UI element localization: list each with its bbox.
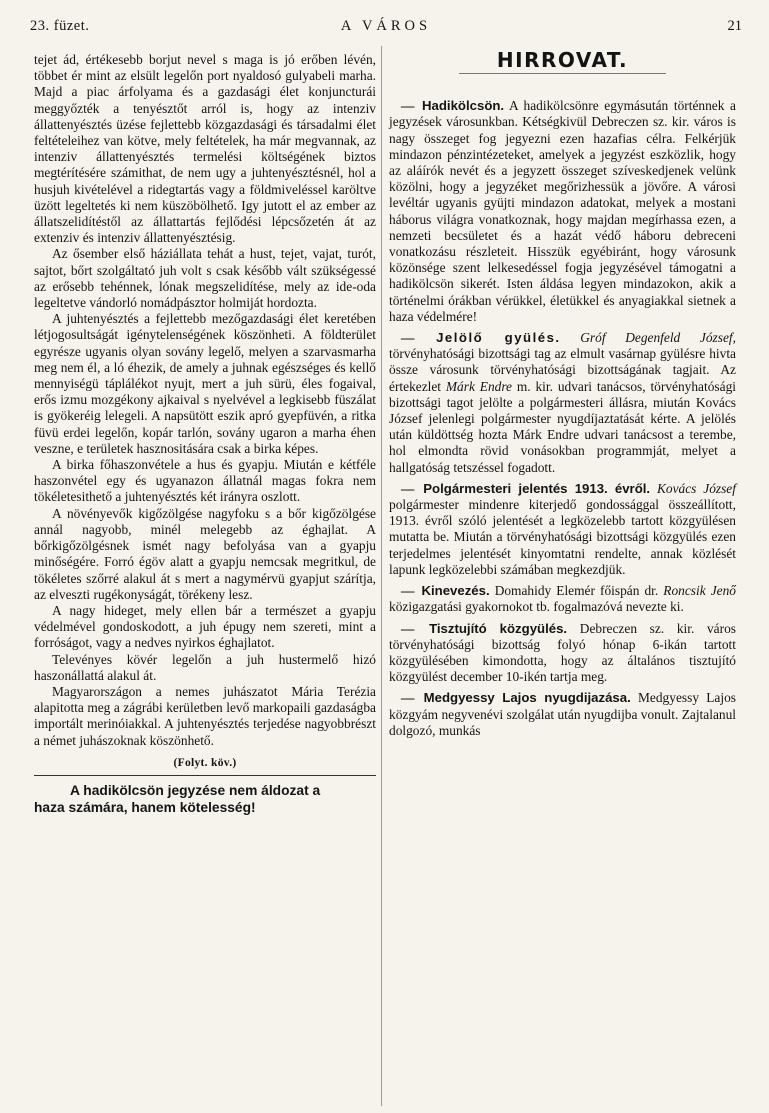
column-divider: [381, 46, 382, 1106]
news-item-name: Roncsik Jenő: [663, 583, 736, 599]
news-item: [389, 481, 736, 578]
news-item: [389, 330, 736, 476]
news-item-heading: Kinevezés.: [421, 583, 490, 599]
issue-label: 23. füzet.: [30, 18, 90, 34]
dash-mark: —: [401, 480, 415, 496]
page-header: [30, 18, 742, 40]
dash-mark: —: [401, 690, 415, 706]
slogan-line-1: A hadikölcsön jegyzése nem áldozat a: [70, 782, 321, 798]
article-paragraph: tejet ád, értékesebb borjut nevel s maga is jó erőben lévén, többet ér mint az elsült legelőn port nyaldosó gulyabeli marha. Majd a piac árfolyama és a gazdasági élet konjuncturái meggyőzték a tenyésztőt arról is, hogy az intenziv állattenyésztés üzése fejlettebb közgazdasági és társadalmi élet feltételeihez van kötve, mely feltételek, ha már megvannak, az intenziv állattenyésztés termelési költségének biztos megtérítésére számithat, de nem ugy a juhtenyésztésnél, hol a husjuh kivételével a ridegtartás vagy a földmiveléssel karöltve üzött legeltetés ki nem küszöbölhető. Igy jutott el az ember az állatszelidítéstől az állattartás fejlődési lépcsőzetén át az extenziv és intenziv állattenyésztésig.: [34, 52, 376, 246]
separator-rule: [34, 775, 376, 776]
news-item-spacer: [561, 330, 581, 345]
news-item-name: Márk Endre: [445, 378, 512, 394]
news-item-heading: Hadikölcsön.: [422, 98, 505, 114]
dash-mark: —: [401, 330, 415, 346]
news-section-title: HIRROVAT.: [496, 48, 629, 72]
news-item-body: Debreczen sz. kir. város törvényhatósági bizottság folyó hónap 6-ikán tartott közgyülésében kimondotta, hogy az általános tisztujító közgyülést december 10-ikén tartja meg.: [389, 620, 736, 685]
news-item-name: Kovács József: [656, 480, 736, 496]
news-masthead: [389, 48, 736, 74]
news-item: [389, 690, 736, 739]
news-item-heading: Medgyessy Lajos nyugdijazása.: [423, 690, 631, 706]
news-item-heading: Jelölő gyülés.: [436, 330, 561, 346]
article-paragraph: Az ősember első háziállata tehát a hust, tejet, vajat, turót, sajtot, bőrt szolgáltató juh volt s csak később vált szükségessé az erősebb tehénnek, lónak megszelidítése, mely az ide-oda legeltetve vándorló nomádpásztor holmiját hordozta.: [34, 246, 376, 311]
news-item-body: közigazgatási gyakornokot tb. fogalmazóvá nevezte ki.: [389, 599, 684, 615]
page-number: 21: [727, 18, 742, 34]
publication-title: A VÁROS: [340, 18, 432, 34]
news-item-name: Gróf Degenfeld József,: [580, 330, 736, 346]
right-column: [389, 48, 736, 744]
news-item: [389, 583, 736, 615]
news-item-body: törvényhatósági bizottsági tag az elmult vasárnap gyülésre hivta össze városunk törvényhatósági bizottságának tagjait. Az értekezlet: [389, 346, 736, 394]
article-paragraph: Televényes kövér legelőn a juh hustermelő hizó haszonállattá alakul át.: [34, 651, 376, 683]
news-item-body: polgármester mindenre kiterjedő gondossággal összeállított, 1913. évről szóló jelentését a legközelebb tartott közgyülésen mutatta be. Miután a törvényhatósági bizottsági közgyülés ezen terjedelmes jelentését kinyomtatni rendelte, annak közlését lapunk legközelebbi számában megkezdjük.: [389, 497, 736, 577]
continuation-note: (Folyt. köv.): [173, 756, 237, 769]
slogan-line-2: haza számára, hanem kötelesség!: [34, 799, 256, 815]
war-loan-slogan: [34, 782, 376, 816]
news-item: [389, 98, 736, 325]
news-item: [389, 621, 736, 686]
news-item-body: Medgyessy Lajos közgyám negyvenévi szolgálat után nyugdijba vonult. Zajtalanul dolgozó, munkás: [389, 690, 736, 738]
dash-mark: —: [401, 583, 415, 599]
article-paragraph: Magyarországon a nemes juhászatot Mária Terézia alapitotta meg a zágrábi kerületben levő markopaili gazdaságba importált merinóiakkal. A juhtenyésztés terjedése nagyobbrészt a német juhászoknak köszönhető.: [34, 683, 376, 748]
dash-mark: —: [401, 620, 415, 636]
news-item-body: Domahidy Elemér főispán dr.: [489, 583, 664, 599]
news-item-body: m. kir. udvari tanácsos, törvényhatósági bizottsági tagot jelölte a polgármesteri állásra, miután Kovács József jelenlegi polgármester nyugdíjaztatását kérte. A jelölés után küldöttség hozta Márk Endre udvari tanácsost a terembe, hol elmondta rövid vonásokban programmját, melyet a hallgatóság tetszéssel fogadott.: [389, 378, 736, 475]
dash-mark: —: [401, 98, 415, 114]
news-item-body: A hadikölcsönre egymásután történnek a jegyzések városunkban. Kétségkivül Debreczen sz. kir. város is nagy összeget fog jegyezni ezen hazafias célra. Felkérjük mindazon pénzintézeteket, amelyek a jegyzést eszközlik, hogy az aláírók nevét és a jegyzett összeget szíveskedjenek velünk közölni, hogy a jegyzéket megőrizhessük a jövőre. A városi levéltár ugyanis gyüjti mindazon adatokat, melyek a mostani háborus világra vonatkoznak, hogy majdan megírhassa ezen, a nemzeti becsületet és a hazát védő háboru debreceni vonatkozásu részleteit. Hisszük egyébiránt, hogy városunk közönsége szent lelkesedéssel fogja jegyzésével támogatni a hadikölcsön sikerét. Isten áldása legyen mindazokon, akik a történelmi órákban vérükkel, életükkel és anyagiakkal sietnek a haza védelmére!: [389, 98, 736, 324]
article-paragraph: A nagy hideget, mely ellen bár a természet a gyapju védelmével gondoskodott, a juh épugy nem szereti, mint a forróságot, vagy a nedves nyirkos éghajlatot.: [34, 602, 376, 651]
article-paragraph: A növényevők kigőzölgése nagyfoku s a bőr kigőzölgése annál nagyobb, minél melegebb az éghajlat. A bőrkigőzölgésnek ismét nagy befolyása van a gyapju minőségére. Forró égöv alatt a gyapju nemcsak megritkul, de tökéletes szőrré alakul át s mert a nagymérvü gyapjut szárítja, az elveszti rugékonyságát, törékeny lesz.: [34, 505, 376, 602]
news-item-heading: Tisztujító közgyülés.: [429, 620, 568, 636]
news-item-heading: Polgármesteri jelentés 1913. évről.: [423, 480, 651, 496]
left-column: [34, 52, 376, 816]
article-paragraph: A juhtenyésztés a fejlettebb mezőgazdasági élet keretében létjogosultságát igénytelenségének köszönheti. A földterület egyrésze ugyanis olyan sovány legelő, melyen a szarvasmarha meg nem él, a ló éhezik, de amely a juhnak egészséges és kellő mennyiségü táplálékot nyujt, mert a juh sürü, éles fogaival, erős izmu mozgékony ajkaival s nyelvével a legkisebb füszálat is gyökeréig lelegeli. A napsütött eszik apró gyepfüvén, a ritka füvü erdei legelőn, kopár tarlón, sovány ugaron a marha éhen veszne, e területek hasznositására csak a birka képes.: [34, 311, 376, 456]
article-paragraph: A birka főhaszonvétele a hus és gyapju. Miután e kétféle haszonvétel egy és ugyanazon állatnál magas fokra nem tökéletesithető a juhtenyésztés két irányra oszlott.: [34, 457, 376, 505]
masthead-rule: [459, 73, 666, 74]
